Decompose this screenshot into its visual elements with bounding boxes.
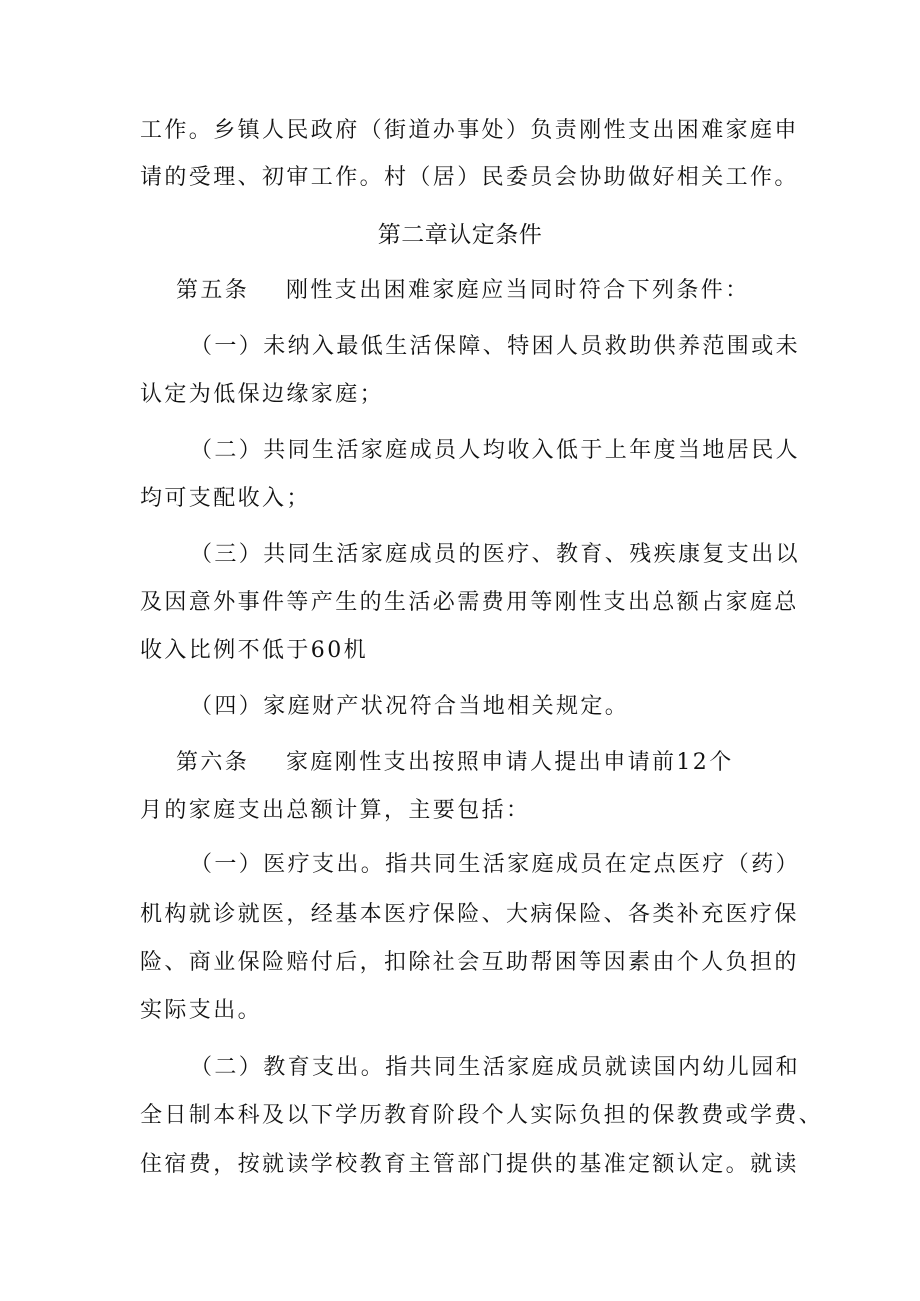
paragraph-line: 认定为低保边缘家庭； (140, 382, 385, 407)
paragraph-line: （一）未纳入最低生活保障、特困人员救助供养范围或未 (190, 334, 801, 359)
article-6-line (176, 748, 734, 778)
paragraph-line: 住宿费，按就读学校教育主管部门提供的基准定额认定。就读 (140, 1152, 799, 1177)
paragraph-line: 险、商业保险赔付后，扣除社会互助帮困等因素由个人负担的 (140, 950, 799, 975)
chapter-heading: 第二章认定条件 (377, 222, 543, 248)
paragraph-line: 工作。乡镇人民政府（街道办事处）负责刚性支出困难家庭申 (140, 118, 799, 143)
paragraph-line: （四）家庭财产状况符合当地相关规定。 (190, 694, 630, 719)
paragraph-line: 全日制本科及以下学历教育阶段个人实际负担的保教费或学费、 (140, 1103, 824, 1128)
paragraph-line: （二）教育支出。指共同生活家庭成员就读国内幼儿园和 (190, 1055, 801, 1080)
paragraph-line: 请的受理、初审工作。村（居）民委员会协助做好相关工作。 (140, 165, 799, 190)
article-5-number: 第五条 (176, 278, 250, 303)
paragraph-line: 月的家庭支出总额计算，主要包括： (140, 798, 531, 823)
paragraph-line: （一）医疗支出。指共同生活家庭成员在定点医疗（药） (190, 852, 801, 877)
paragraph-line: 均可支配收入； (140, 486, 311, 511)
article-5-text: 刚性支出困难家庭应当同时符合下列条件： (286, 278, 750, 303)
article-6-text: 家庭刚性支出按照申请人提出申请前12个 (286, 750, 734, 775)
paragraph-line: 机构就诊就医，经基本医疗保险、大病保险、各类补充医疗保 (140, 902, 799, 927)
paragraph-line: 及因意外事件等产生的生活必需费用等刚性支出总额占家庭总 (140, 590, 799, 615)
article-6-number: 第六条 (176, 750, 250, 775)
paragraph-line: （二）共同生活家庭成员人均收入低于上年度当地居民人 (190, 438, 801, 463)
article-5-line (176, 276, 750, 306)
paragraph-line: （三）共同生活家庭成员的医疗、教育、残疾康复支出以 (190, 542, 801, 567)
paragraph-line: 实际支出。 (140, 998, 263, 1023)
paragraph-line: 收入比例不低于60机 (140, 638, 368, 663)
